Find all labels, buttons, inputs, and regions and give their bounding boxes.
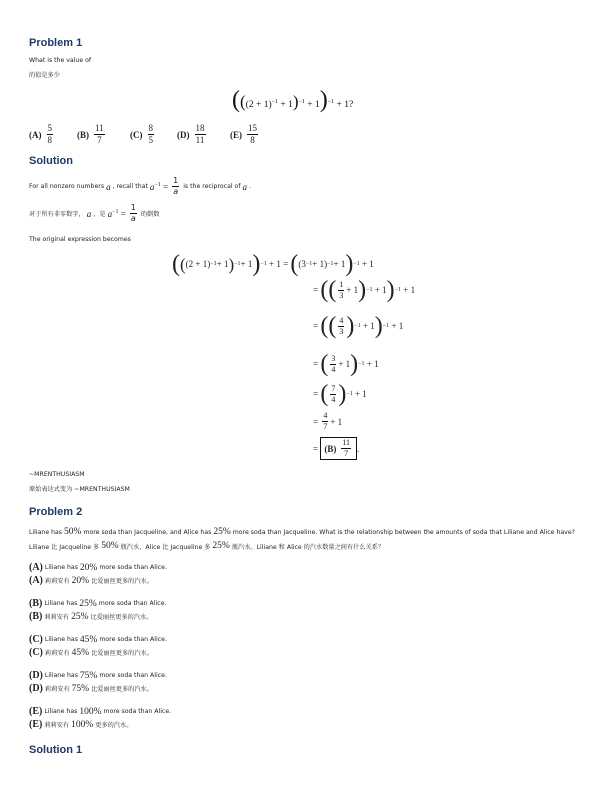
final-answer-box [320, 437, 357, 460]
option-2-en [29, 634, 167, 645]
choice-fraction [195, 124, 206, 145]
option-label: (A) [29, 562, 43, 573]
option-3-zh [29, 683, 153, 694]
recall-zh-mid: ，是 [93, 211, 106, 218]
p2-zh-pct-50: 50% [101, 541, 119, 551]
option-en-pre: Liliane has [44, 672, 78, 679]
option-zh-post: 比爱丽丝更多的汽水。 [91, 578, 153, 585]
recall-en-post: is the reciprocal of [183, 183, 241, 190]
p2-en-2: more soda than Jacqueline, and Alice has [83, 528, 212, 536]
option-3-en [29, 670, 167, 681]
option-label: (D) [29, 670, 43, 681]
option-en-pre: Liliane has [44, 564, 78, 571]
option-label: (B) [29, 598, 43, 609]
recall-zh-var: a [86, 208, 92, 219]
option-2-zh [29, 647, 153, 658]
option-pct-zh: 25% [71, 611, 89, 622]
problem-2-text-zh [29, 541, 384, 551]
option-zh-pre: 莉莉安有 [44, 578, 70, 585]
step-6: = $\frac{4}{7}$ + 1 [313, 411, 343, 431]
choice-den: 7 [97, 135, 102, 145]
choice-num: 5 [47, 123, 52, 133]
choice-den: 8 [47, 135, 52, 145]
signature-zh: 原始表达式变为 ~MRENTHUSIASM [29, 486, 130, 493]
p2-en-1: Liliane has [29, 528, 63, 536]
becomes-en: The original expression becomes [29, 236, 131, 243]
option-pct-zh: 20% [71, 575, 90, 586]
option-label: (E) [29, 706, 43, 717]
final-answer-label: (B) [324, 443, 337, 454]
choice-label: (B) [77, 129, 89, 140]
option-en-post: more soda than Alice. [99, 672, 167, 679]
choice-num: 11 [95, 123, 104, 133]
option-pct-zh: 100% [71, 719, 94, 730]
choice-num: 18 [195, 123, 205, 133]
final-answer-num: 11 [342, 438, 351, 447]
option-zh-post: 比爱丽丝更多的汽水。 [90, 614, 153, 621]
option-label-zh: (C) [29, 647, 43, 658]
choice-fraction [247, 124, 258, 145]
step-7-answer: = (B) $\frac{11}{7}$ . [313, 438, 360, 458]
recall-line-en: For all nonzero numbers a , recall that $a^{-1}$ = $\frac{1}{a}$ is the reciprocal of a . [29, 176, 251, 196]
choice-den: 8 [250, 135, 255, 145]
option-label-zh: (D) [29, 683, 43, 694]
problem-1-expression: $(((2 + 1)^{-1} + 1)^{-1} + 1)^{-1} + 1$? [232, 87, 354, 113]
option-en-post: more soda than Alice. [98, 600, 167, 607]
choice-den: 11 [195, 135, 205, 145]
option-en-post: more soda than Alice. [99, 636, 167, 643]
option-zh-post: 比爱丽丝更多的汽水。 [91, 650, 153, 657]
problem-2-text-en [29, 527, 575, 537]
choice-label: (D) [177, 129, 190, 140]
option-en-post: more soda than Alice. [99, 564, 167, 571]
p2-zh-1: Liliane 比 Jacqueline 多 [29, 543, 100, 551]
recall-en-pre: For all nonzero numbers [29, 183, 105, 190]
choice-4 [230, 124, 260, 145]
problem-2-heading: Problem 2 [29, 506, 83, 518]
step-1: ( ( (2 + 1) −1 + 1 ) −1 + 1 ) −1 + 1 = ( (3 −1 + 1) −1 + 1 ) −1 + 1 [172, 251, 374, 277]
option-zh-pre: 莉莉安有 [44, 650, 70, 657]
option-4-en [29, 706, 171, 717]
option-pct: 45% [79, 634, 98, 645]
final-answer-den: 7 [344, 449, 349, 458]
problem-1-question-en: What is the value of [29, 57, 92, 64]
option-1-en [29, 598, 166, 609]
recall-en-mid: , recall that [112, 183, 148, 190]
choice-label: (E) [230, 129, 242, 140]
option-label: (C) [29, 634, 43, 645]
option-label-zh: (B) [29, 611, 43, 622]
option-4-zh [29, 719, 132, 730]
choice-den: 5 [148, 135, 153, 145]
option-zh-pre: 莉莉安有 [44, 722, 70, 729]
choice-1 [77, 124, 107, 145]
problem-1-question-zh: 的值是多少 [29, 72, 60, 79]
solution-1-heading: Solution 1 [29, 744, 83, 756]
step-5: = ( $\frac{7}{4}$ ) −1 + 1 [313, 381, 367, 407]
option-zh-post: 比爱丽丝更多的汽水。 [91, 686, 153, 693]
recall-zh-pre: 对于所有非零数字， [29, 211, 85, 218]
step-3: = ( ( $\frac{4}{3}$ ) −1 + 1 ) −1 + 1 [313, 313, 404, 339]
choice-3 [177, 124, 208, 145]
step-2: = ( ( $\frac{1}{3}$ + 1 ) −1 + 1 ) −1 + 1 [313, 277, 416, 303]
p2-zh-pct-25: 25% [212, 541, 230, 551]
recall-en-var2: a [242, 181, 248, 192]
option-en-pre: Liliane has [44, 636, 78, 643]
choice-label: (C) [130, 129, 143, 140]
choice-fraction [148, 124, 155, 145]
option-zh-pre: 莉莉安有 [44, 614, 70, 621]
choice-2 [130, 124, 156, 145]
option-1-zh [29, 611, 152, 622]
choice-fraction [47, 124, 54, 145]
option-0-zh [29, 575, 153, 586]
p2-zh-2: 瓶汽水，Alice 比 Jacqueline 多 [120, 543, 211, 551]
choice-label: (A) [29, 129, 42, 140]
option-label-zh: (A) [29, 575, 43, 586]
choice-num: 15 [248, 123, 257, 133]
option-label-zh: (E) [29, 719, 43, 730]
solution-heading: Solution [29, 155, 73, 167]
option-pct: 100% [79, 706, 102, 717]
p2-en-3: more soda than Jacqueline. What is the relationship between the amounts of soda that Liliane and Alice have? [232, 528, 575, 536]
option-pct-zh: 75% [71, 683, 90, 694]
option-en-pre: Liliane has [44, 600, 78, 607]
option-en-post: more soda than Alice. [103, 708, 172, 715]
recall-en-var: a [106, 181, 111, 192]
p2-pct-25: 25% [213, 527, 231, 537]
choice-num: 8 [148, 123, 153, 133]
signature-en: ~MRENTHUSIASM [29, 471, 85, 478]
option-zh-post: 更多的汽水。 [95, 722, 133, 729]
choice-fraction [94, 124, 105, 145]
recall-line-zh: 对于所有非零数字， a ，是 $a^{-1}$ = $\frac{1}{a}$ 的倒数 [29, 203, 160, 223]
option-pct-zh: 45% [71, 647, 90, 658]
p2-zh-3: 瓶汽水。Liliane 和 Alice 的汽水数量之间有什么关系？ [231, 543, 385, 551]
reciprocal-fraction: $\frac{1}{a}$ [173, 176, 179, 196]
p2-pct-50: 50% [64, 527, 82, 537]
option-pct: 75% [79, 670, 98, 681]
option-pct: 25% [79, 598, 97, 609]
option-zh-pre: 莉莉安有 [44, 686, 70, 693]
choice-0 [29, 124, 55, 145]
problem-1-heading: Problem 1 [29, 37, 83, 49]
recall-zh-post: 的倒数 [140, 211, 160, 218]
option-pct: 20% [79, 562, 98, 573]
step-4: = ( $\frac{3}{4}$ + 1 ) −1 + 1 [313, 351, 379, 377]
option-en-pre: Liliane has [44, 708, 78, 715]
option-0-en [29, 562, 167, 573]
